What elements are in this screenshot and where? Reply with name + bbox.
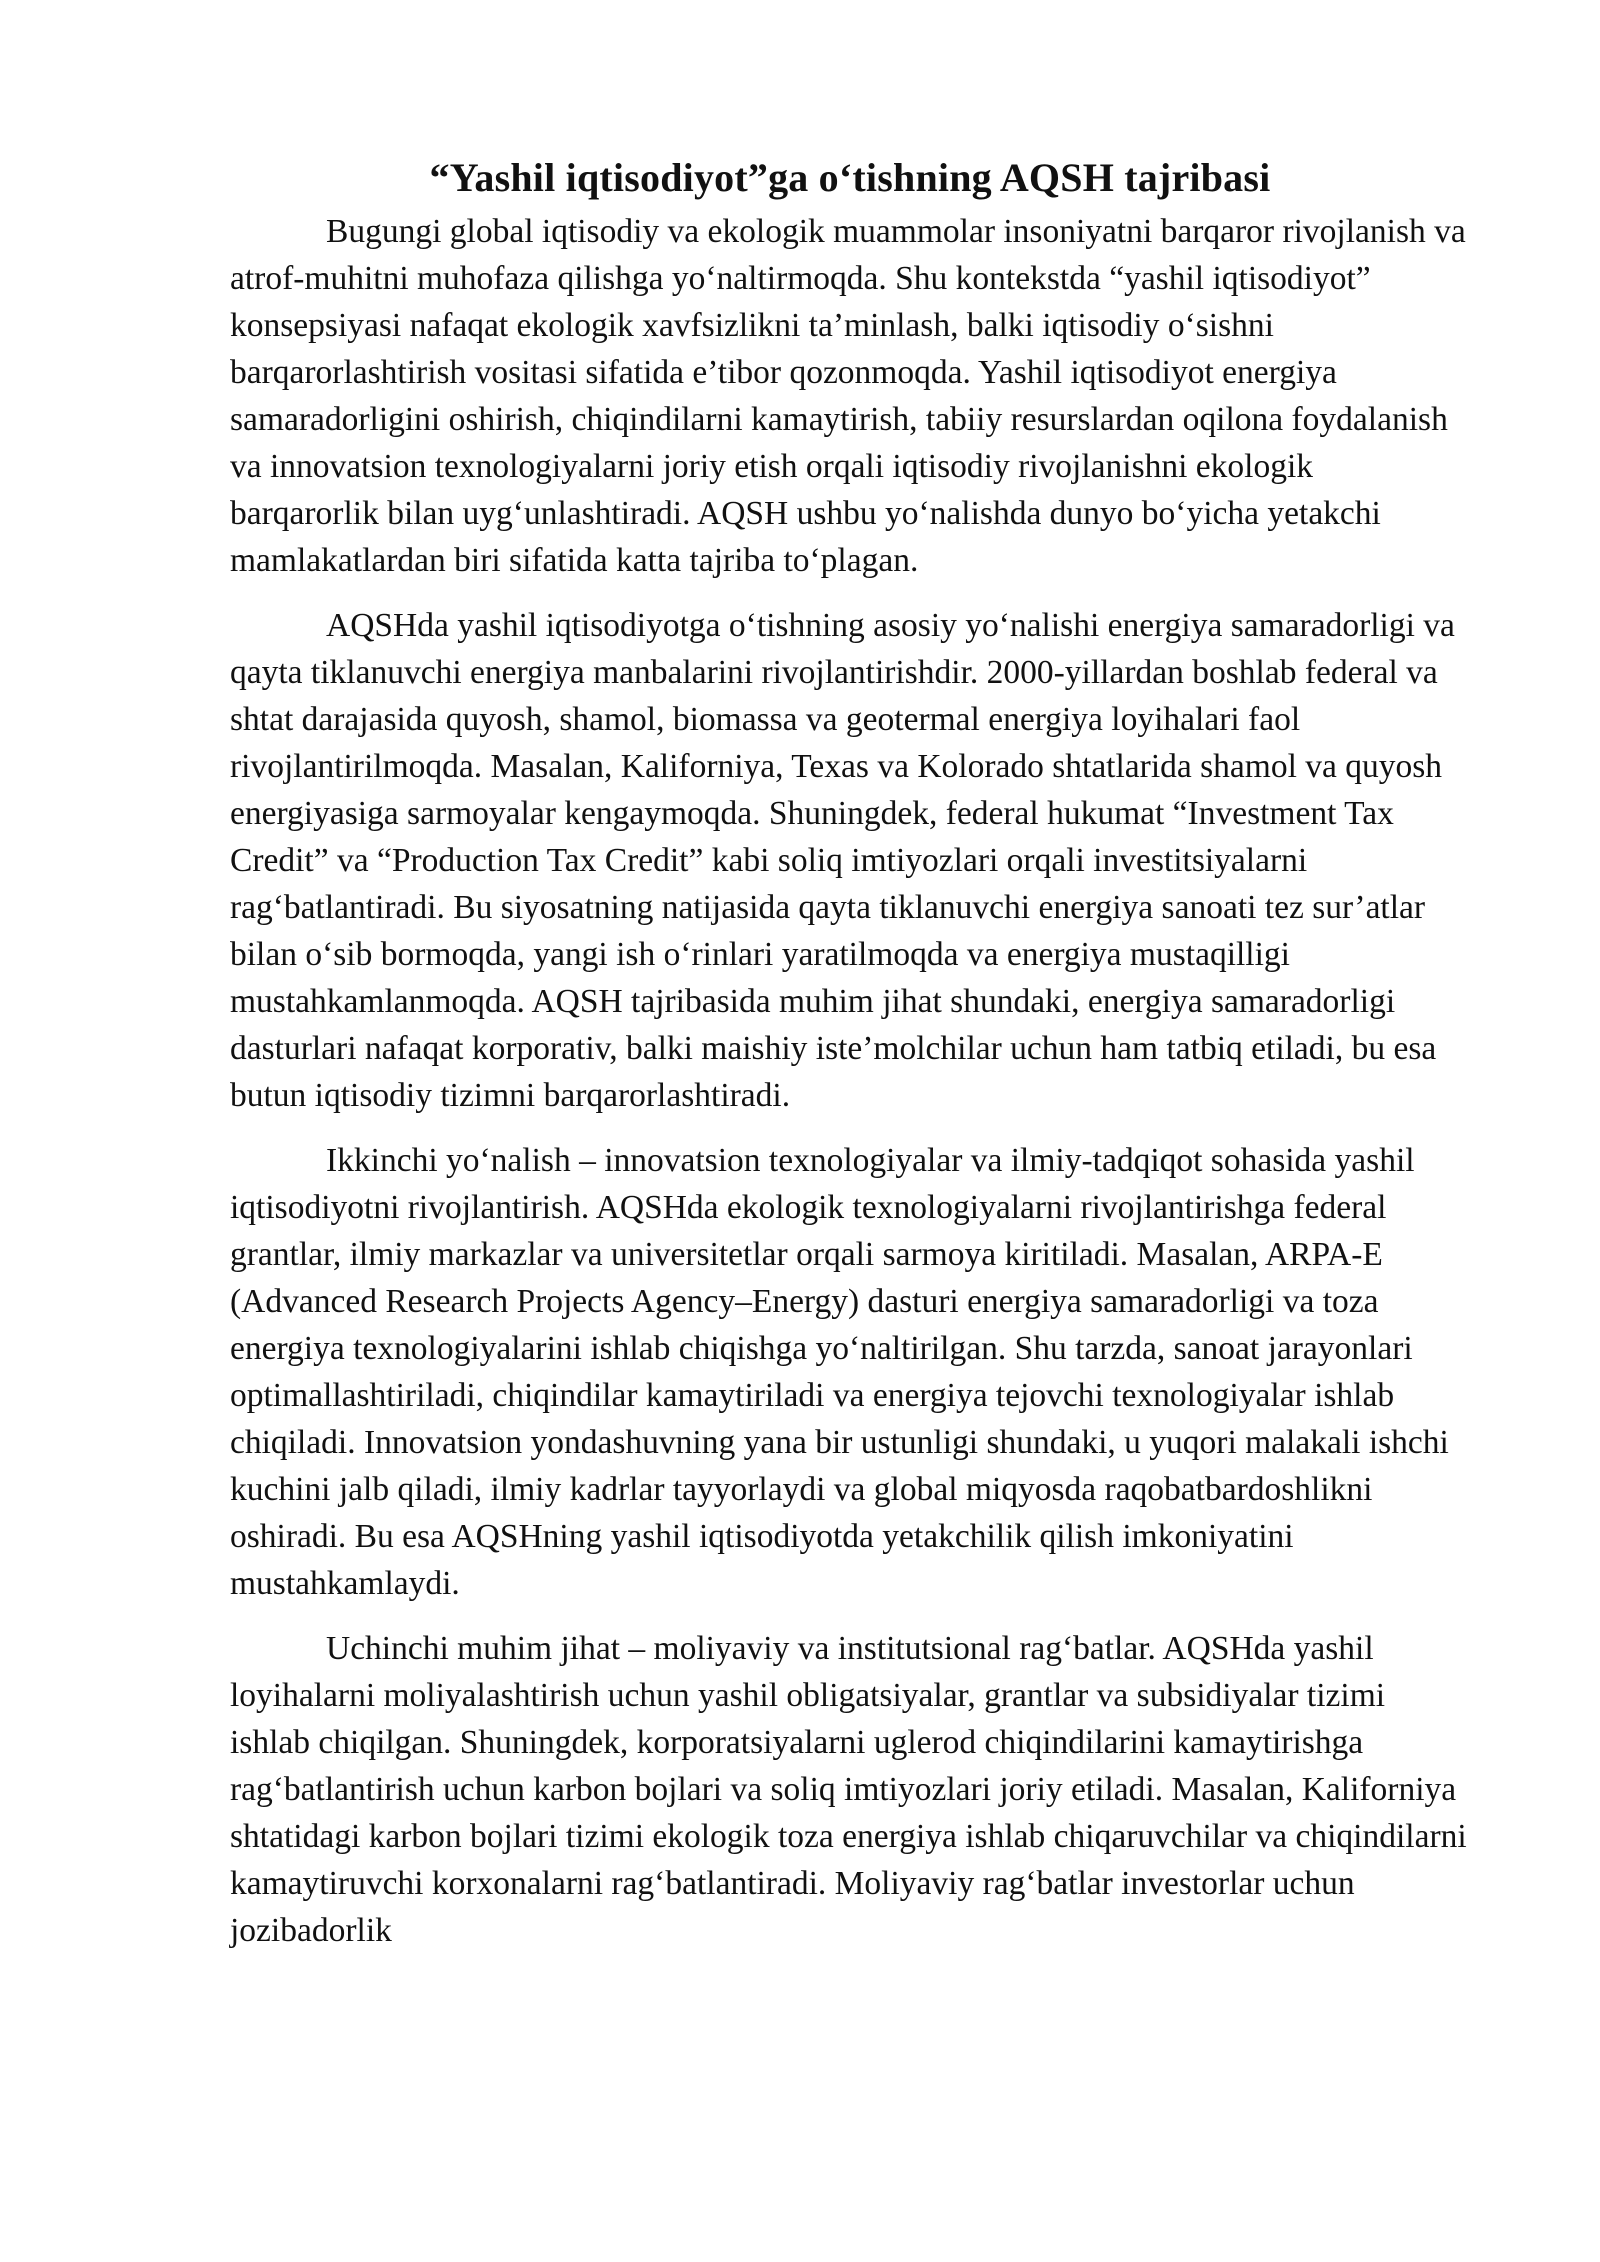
paragraph-1: Bugungi global iqtisodiy va ekologik muammolar insoniyatni barqaror rivojlanish va atrof-muhitni muhofaza qilishga yo‘naltirmoqda. Shu kontekstda “yashil iqtisodiyot” konsepsiyasi nafaqat ekologik xavfsizlikni ta’minlash, balki iqtisodiy o‘sishni barqarorlashtirish vositasi sifatida e’tibor qozonmoqda. Yashil iqtisodiyot energiya samaradorligini oshirish, chiqindilarni kamaytirish, tabiiy resurslardan oqilona foydalanish va innovatsion texnologiyalarni joriy etish orqali iqtisodiy rivojlanishni ekologik barqarorlik bilan uyg‘unlashtiradi. AQSH ushbu yo‘nalishda dunyo bo‘yicha yetakchi mamlakatlardan biri sifatida katta tajriba to‘plagan. bbox=[230, 213, 1466, 579]
paragraph-2: AQSHda yashil iqtisodiyotga o‘tishning asosiy yo‘nalishi energiya samaradorligi va qayta tiklanuvchi energiya manbalarini rivojlantirishdir. 2000-yillardan boshlab federal va shtat darajasida quyosh, shamol, biomassa va geotermal energiya loyihalari faol rivojlantirilmoqda. Masalan, Kaliforniya, Texas va Kolorado shtatlarida shamol va quyosh energiyasiga sarmoyalar kengaymoqda. Shuningdek, federal hukumat “Investment Tax Credit” va “Production Tax Credit” kabi soliq imtiyozlari orqali investitsiyalarni rag‘batlantiradi. Bu siyosatning natijasida qayta tiklanuvchi energiya sanoati tez sur’atlar bilan o‘sib bormoqda, yangi ish o‘rinlari yaratilmoqda va energiya mustaqilligi mustahkamlanmoqda. AQSH tajribasida muhim jihat shundaki, energiya samaradorligi dasturlari nafaqat korporativ, balki maishiy iste’molchilar uchun ham tatbiq etiladi, bu esa butun iqtisodiy tizimni barqarorlashtiradi. bbox=[230, 607, 1455, 1114]
paragraph-3: Ikkinchi yo‘nalish – innovatsion texnologiyalar va ilmiy-tadqiqot sohasida yashil iqtisodiyotni rivojlantirish. AQSHda ekologik texnologiyalarni rivojlantirishga federal grantlar, ilmiy markazlar va universitetlar orqali sarmoya kiritiladi. Masalan, ARPA-E (Advanced Research Projects Agency–Energy) dasturi energiya samaradorligi va toza energiya texnologiyalarini ishlab chiqishga yo‘naltirilgan. Shu tarzda, sanoat jarayonlari optimallashtiriladi, chiqindilar kamaytiriladi va energiya tejovchi texnologiyalar ishlab chiqiladi. Innovatsion yondashuvning yana bir ustunligi shundaki, u yuqori malakali ishchi kuchini jalb qiladi, ilmiy kadrlar tayyorlaydi va global miqyosda raqobatbardoshlikni oshiradi. Bu esa AQSHning yashil iqtisodiyotda yetakchilik qilish imkoniyatini mustahkamlaydi. bbox=[230, 1142, 1449, 1602]
document-body bbox=[230, 150, 1470, 1954]
document-title: “Yashil iqtisodiyot”ga o‘tishning AQSH tajribasi bbox=[429, 155, 1271, 200]
paragraph-4: Uchinchi muhim jihat – moliyaviy va institutsional rag‘batlar. AQSHda yashil loyihalarni moliyalashtirish uchun yashil obligatsiyalar, grantlar va subsidiyalar tizimi ishlab chiqilgan. Shuningdek, korporatsiyalarni uglerod chiqindilarini kamaytirishga rag‘batlantirish uchun karbon bojlari va soliq imtiyozlari joriy etiladi. Masalan, Kaliforniya shtatidagi karbon bojlari tizimi ekologik toza energiya ishlab chiqaruvchilar va chiqindilarni kamaytiruvchi korxonalarni rag‘batlantiradi. Moliyaviy rag‘batlar investorlar uchun jozibadorlik bbox=[230, 1630, 1467, 1949]
